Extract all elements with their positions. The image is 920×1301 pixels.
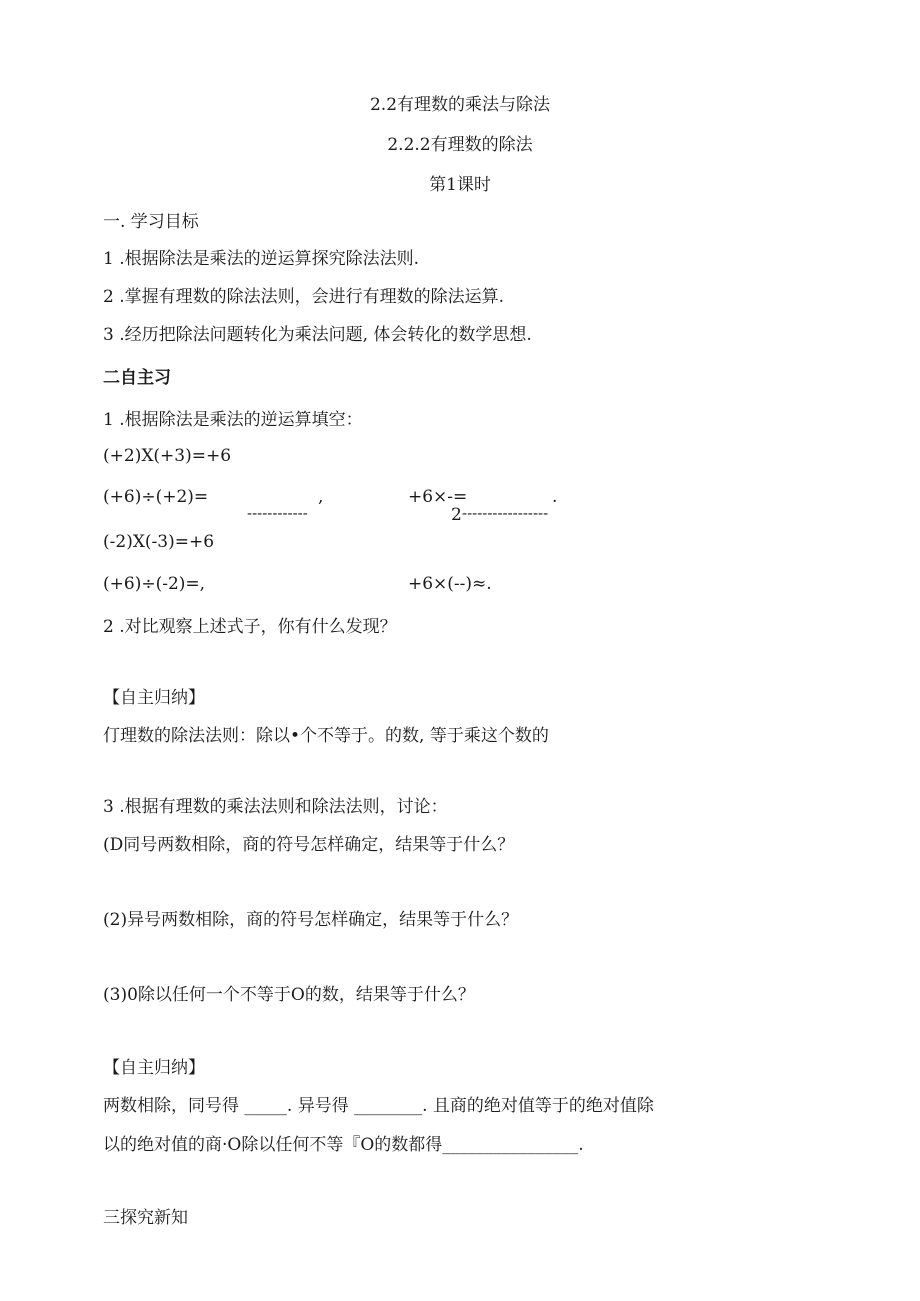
doc-title: 2.2有理数的乘法与除法 bbox=[369, 95, 551, 115]
equation-1: (+2)X(+3)=+6 bbox=[103, 446, 232, 466]
question-1: 1 .根据除法是乘法的逆运算填空： bbox=[103, 410, 363, 430]
summary-heading: 【自主归纳】 bbox=[103, 688, 205, 708]
summary-text: 仃理数的除法法则：除以•个不等于。的数, 等于乘这个数的 bbox=[103, 726, 549, 746]
equation-2-period: . bbox=[552, 487, 558, 507]
answer-blank: ------------ bbox=[247, 504, 308, 522]
question-3: 3 .根据有理数的乘法法则和除法法则，讨论： bbox=[103, 797, 448, 817]
question-3a: (D同号两数相除，商的符号怎样确定，结果等于什么？ bbox=[103, 835, 515, 855]
fraction-denominator: 2 bbox=[451, 505, 462, 525]
doc-subtitle: 2.2.2有理数的除法 bbox=[387, 135, 533, 155]
section3-heading: 三探究新知 bbox=[103, 1208, 188, 1228]
equation-2-right: +6×-= bbox=[408, 487, 468, 507]
objective-item: 1 .根据除法是乘法的逆运算探究除法法则. bbox=[103, 249, 420, 269]
question-2: 2 .对比观察上述式子，你有什么发现？ bbox=[103, 617, 397, 637]
lesson-label: 第1课时 bbox=[429, 175, 491, 195]
equation-3: (-2)X(-3)=+6 bbox=[103, 532, 215, 552]
equation-2-comma: , bbox=[318, 487, 324, 507]
equation-4-left: (+6)÷(-2)=, bbox=[103, 574, 206, 594]
objective-item: 2 .掌握有理数的除法法则，会进行有理数的除法运算. bbox=[103, 287, 505, 307]
question-3b: (2)异号两数相除，商的符号怎样确定，结果等于什么？ bbox=[103, 910, 519, 930]
summary-heading: 【自主归纳】 bbox=[103, 1058, 205, 1078]
question-3c: (3)0除以任何一个不等于O的数，结果等于什么？ bbox=[103, 985, 475, 1005]
objective-item: 3 .经历把除法问题转化为乘法问题, 体会转化的数学思想. bbox=[103, 325, 532, 345]
equation-2-left: (+6)÷(+2)= bbox=[103, 487, 209, 507]
answer-blank: ----------------- bbox=[462, 504, 549, 522]
equation-4-right: +6×(--)≈. bbox=[408, 574, 492, 594]
summary-text: 两数相除，同号得 _____. 异号得 ________. 且商的绝对值等于的绝对值除 bbox=[103, 1096, 654, 1116]
summary-text: 以的绝对值的商·O除以任何不等『O的数都得________________. bbox=[103, 1135, 584, 1155]
section1-heading: 一. 学习目标 bbox=[103, 212, 199, 232]
section2-heading: 二自主习 bbox=[103, 368, 171, 388]
